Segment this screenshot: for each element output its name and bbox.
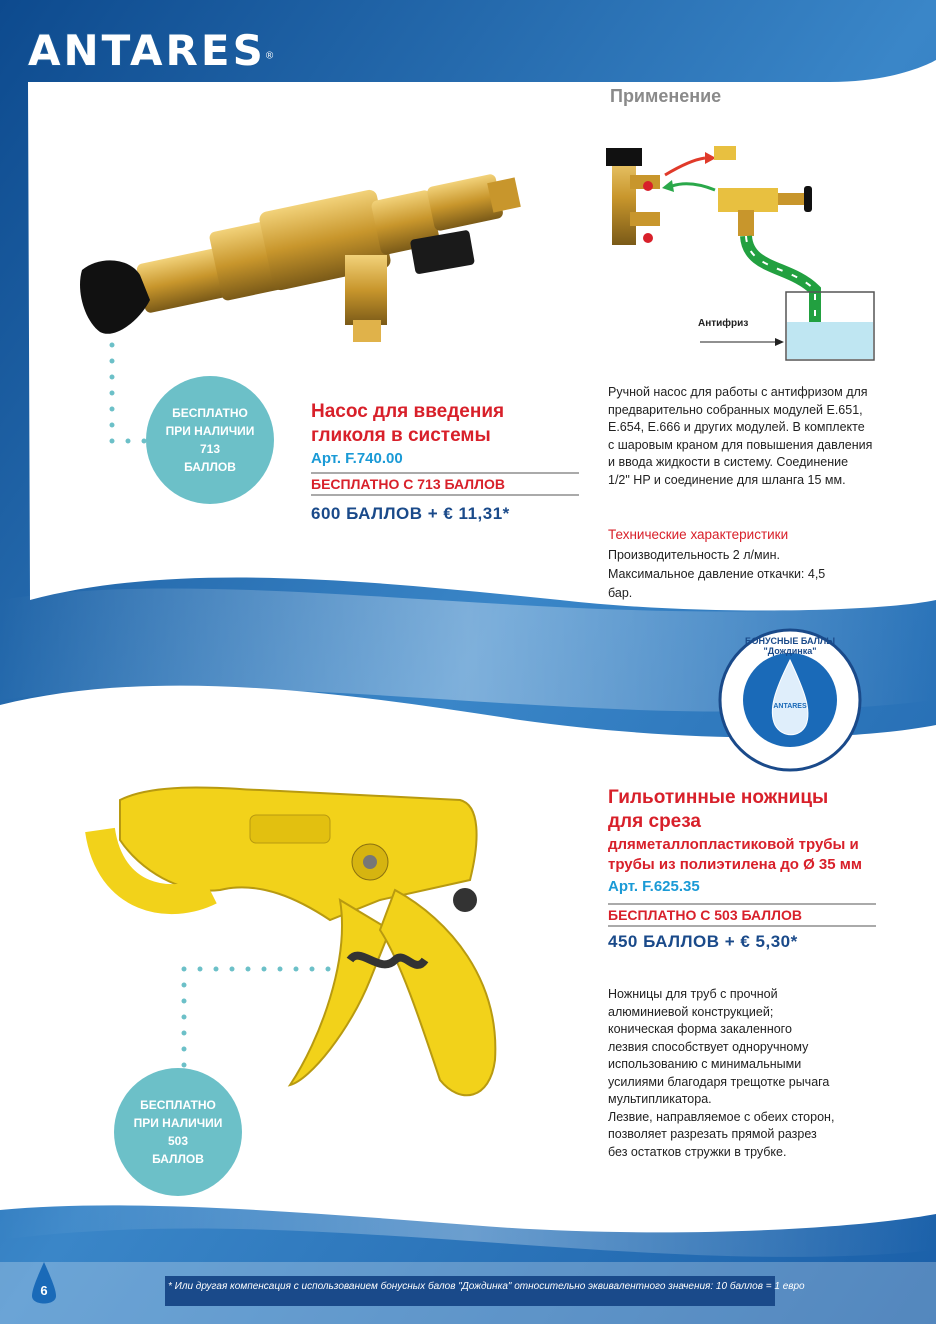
spec-line: бар. <box>608 586 633 600</box>
badge-line: БАЛЛОВ <box>184 460 236 474</box>
badge-line: БЕСПЛАТНО <box>140 1098 216 1112</box>
product1-price: 600 БАЛЛОВ + € 11,31* <box>311 504 510 523</box>
desc-line: E.654, E.666 и других модулей. В комплекте <box>608 420 865 434</box>
free-badge-503 <box>114 1068 242 1196</box>
title-line: для среза <box>608 811 701 832</box>
desc-line: использованию с минимальными <box>608 1057 802 1071</box>
badge-line: 713 <box>199 442 221 456</box>
antares-logo <box>28 26 274 75</box>
antifreeze-label: Антифриз <box>698 318 749 329</box>
badge-line: БЕСПЛАТНО <box>172 406 248 420</box>
product2-price: 450 БАЛЛОВ + € 5,30* <box>608 932 798 951</box>
seal-drop-text: ANTARES <box>773 703 807 710</box>
spec-line: Производительность 2 л/мин. <box>608 548 780 562</box>
free-badge-713 <box>146 376 274 504</box>
product2-description <box>608 986 868 1161</box>
desc-line: усилиями благодаря трещотке рычага <box>608 1074 830 1089</box>
desc-line: 1/2" HP и соединение для шланга 15 мм. <box>608 472 846 487</box>
desc-line: предварительно собранных модулей E.651, <box>608 402 863 417</box>
subtitle-line: дляметаллопластиковой трубы и <box>608 836 859 853</box>
desc-line: коническая форма закаленного <box>608 1022 792 1036</box>
product2-subtitle <box>608 835 862 875</box>
desc-line: без остатков стружки в трубке. <box>608 1144 787 1159</box>
desc-line: мультипликатора. <box>608 1092 712 1106</box>
subtitle-line: трубы из полиэтилена до Ø 35 мм <box>608 856 862 873</box>
page-number: 6 <box>40 1283 48 1298</box>
registered-mark: ® <box>265 50 274 62</box>
badge-line: ПРИ НАЛИЧИИ <box>165 424 255 438</box>
logo-wordmark: ANTARES <box>28 26 266 75</box>
product1-article: Арт. F.740.00 <box>311 450 403 467</box>
product2-free-line: БЕСПЛАТНО С 503 БАЛЛОВ <box>608 903 876 927</box>
footnote: * Или другая компенсация с использованием бонусных балов "Дождинка" относительно эквивалентного значения: 10 баллов = 1 евро <box>168 1281 805 1292</box>
product1-description <box>608 384 908 489</box>
desc-line: Ручной насос для работы с антифризом для <box>608 385 868 399</box>
desc-line: алюминиевой конструкцией; <box>608 1004 774 1019</box>
badge-line: БАЛЛОВ <box>152 1152 204 1166</box>
badge-line: ПРИ НАЛИЧИИ <box>133 1116 223 1130</box>
desc-line: Лезвие, направляемое с обеих сторон, <box>608 1109 835 1124</box>
desc-line: позволяет разрезать прямой разрез <box>608 1127 817 1141</box>
application-heading: Применение <box>610 86 722 106</box>
desc-line: лезвия способствует одноручному <box>608 1039 809 1054</box>
product2-article: Арт. F.625.35 <box>608 878 700 895</box>
desc-line: и ввода жидкости в систему. Соединение <box>608 455 849 469</box>
spec-line: Максимальное давление откачки: 4,5 <box>608 567 826 581</box>
tech-specs <box>608 546 868 603</box>
product1-free-line: БЕСПЛАТНО С 713 БАЛЛОВ <box>311 472 579 496</box>
badge-line: 503 <box>167 1134 189 1148</box>
desc-line: с шаровым краном для повышения давления <box>608 437 873 452</box>
desc-line: Ножницы для труб с прочной <box>608 987 778 1001</box>
seal-ring-text: БОНУСНЫЕ БАЛЛЫ "Дождинка" <box>744 636 836 656</box>
product1-title <box>311 400 504 448</box>
title-line: гликоля в системы <box>311 425 491 446</box>
product2-title <box>608 786 828 834</box>
tech-specs-heading: Технические характеристики <box>608 527 789 542</box>
title-line: Гильотинные ножницы <box>608 787 829 808</box>
title-line: Насос для введения <box>311 401 505 422</box>
